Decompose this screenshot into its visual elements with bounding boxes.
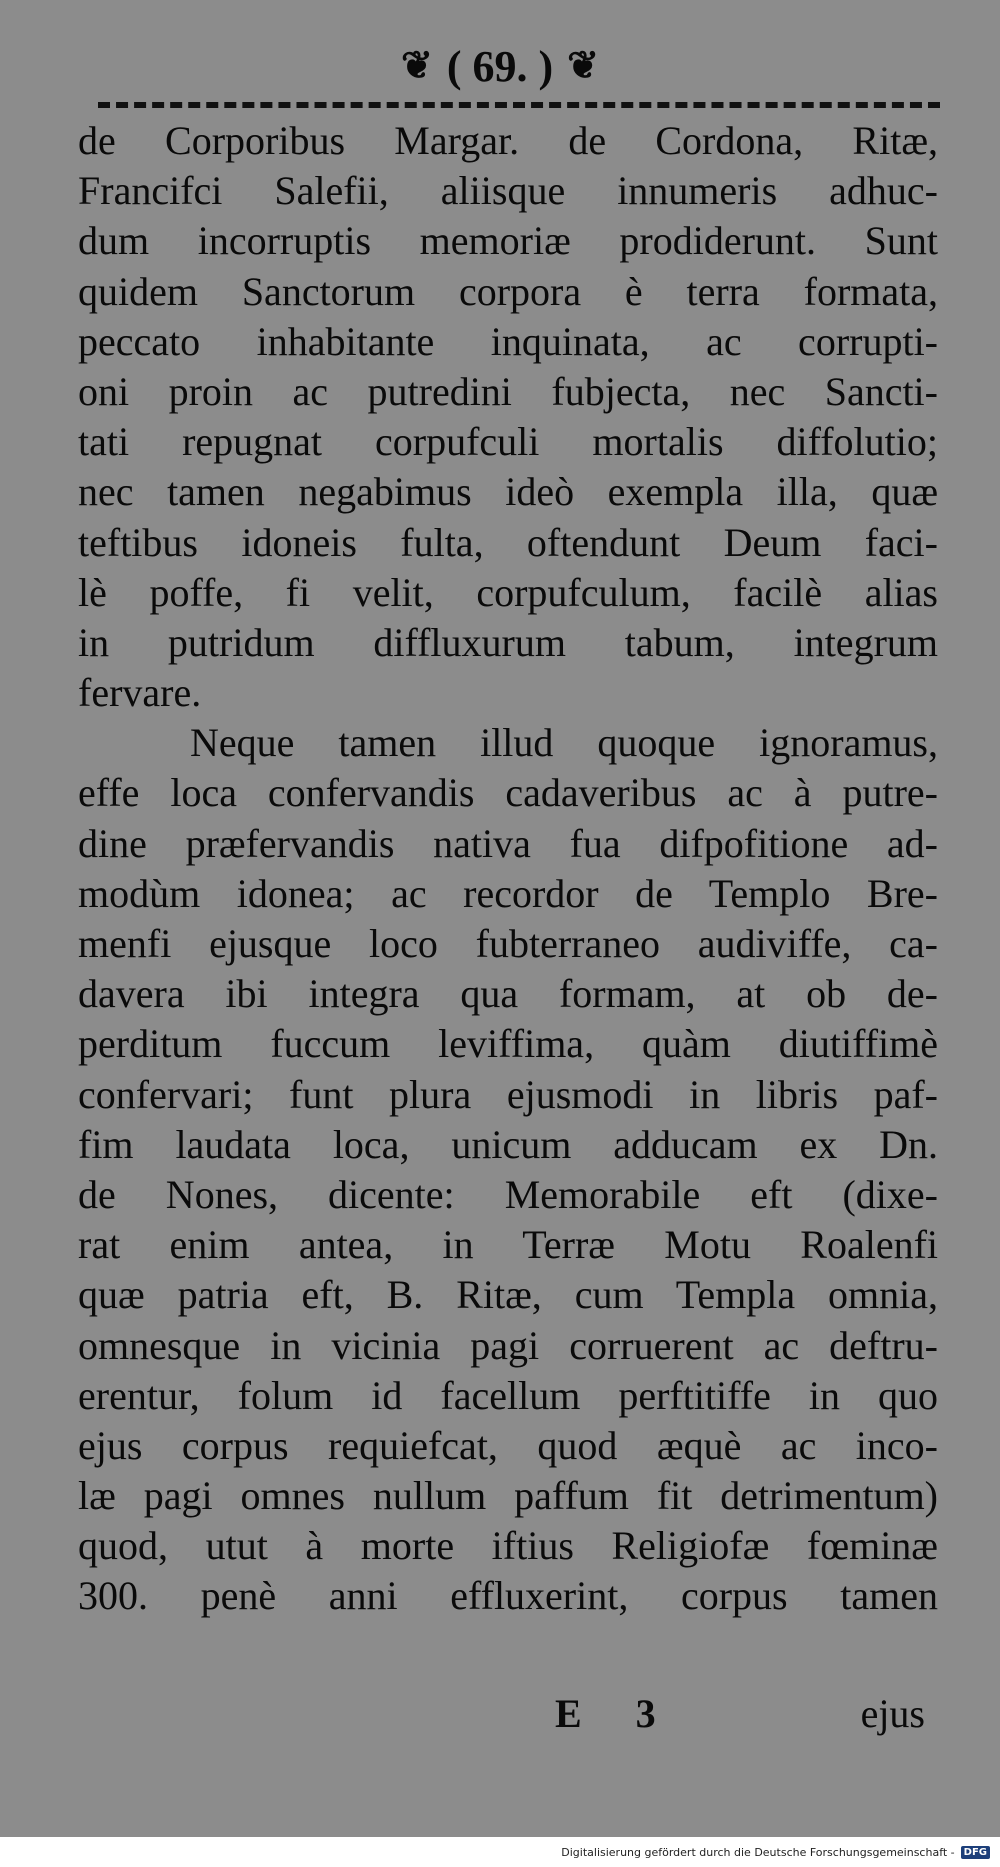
text-line: quæ patria eft, B. Ritæ, cum Templa omnia, [78, 1272, 938, 1318]
text-line: dum incorruptis memoriæ prodiderunt. Sunt [78, 218, 938, 264]
text-line: dine præfervandis nativa fua difpofitione ad- [78, 820, 938, 866]
text-line: lè poffe, fi velit, corpufculum, facilè alias [78, 569, 938, 615]
text-line: effe loca confervandis cadaveribus ac à putre- [78, 770, 938, 816]
text-line: teftibus idoneis fulta, oftendunt Deum faci- [78, 519, 938, 565]
digitization-footer [0, 1837, 1000, 1867]
text-line: rat enim antea, in Terræ Motu Roalenfi [78, 1222, 938, 1268]
text-line: peccato inhabitante inquinata, ac corrupti- [78, 318, 938, 364]
text-line: oni proin ac putredini fubjecta, nec Sancti- [78, 368, 938, 414]
catchword: ejus [860, 1691, 925, 1736]
text-line: tati repugnat corpufculi mortalis diffolutio; [78, 419, 938, 465]
text-line: fim laudata loca, unicum adducam ex Dn. [78, 1121, 938, 1167]
text-line: de Corporibus Margar. de Cordona, Ritæ, [78, 118, 938, 163]
header-rule [98, 102, 940, 108]
text-line: fervare. [78, 670, 202, 716]
ornament-left: ❦ [401, 45, 433, 87]
text-line: 300. penè anni effluxerint, corpus tamen [78, 1573, 938, 1619]
text-line: erentur, folum id facellum perftitiffe in quo [78, 1372, 938, 1418]
text-line: davera ibi integra qua formam, at ob de- [78, 971, 938, 1017]
paragraph-start-line: Neque tamen illud quoque ignoramus, [190, 720, 938, 766]
dfg-logo: DFG [961, 1846, 990, 1859]
text-line: Francifci Salefii, aliisque innumeris adhuc- [78, 168, 938, 214]
signature-mark: E 3 [555, 1691, 678, 1736]
page-foot [0, 1690, 1000, 1746]
text-line: nec tamen negabimus ideò exempla illa, quæ [78, 469, 938, 515]
text-line: omnesque in vicinia pagi corruerent ac deftru- [78, 1322, 938, 1368]
text-line: menfi ejusque loco fubterraneo audiviffe, ca- [78, 921, 938, 966]
text-line: in putridum diffluxurum tabum, integrum [78, 619, 938, 665]
page-header [0, 36, 1000, 96]
text-line: de Nones, dicente: Memorabile eft (dixe- [78, 1171, 938, 1217]
text-line: læ pagi omnes nullum paffum fit detrimentum) [78, 1473, 938, 1519]
body-text [78, 116, 938, 1622]
ornament-right: ❦ [567, 45, 599, 87]
text-line: ejus corpus requiefcat, quod æquè ac inco- [78, 1422, 938, 1468]
text-line: quidem Sanctorum corpora è terra formata, [78, 268, 938, 314]
text-line: perditum fuccum leviffima, quàm diutiffimè [78, 1021, 938, 1067]
page-number: ( 69. ) [446, 41, 554, 91]
text-line: modùm idonea; ac recordor de Templo Bre- [78, 870, 938, 916]
text-line: confervari; funt plura ejusmodi in libris paf- [78, 1071, 938, 1117]
funding-credit: Digitalisierung gefördert durch die Deutsche Forschungsgemeinschaft - [561, 1845, 955, 1859]
text-line: quod, utut à morte iftius Religiofæ fœminæ [78, 1523, 938, 1569]
